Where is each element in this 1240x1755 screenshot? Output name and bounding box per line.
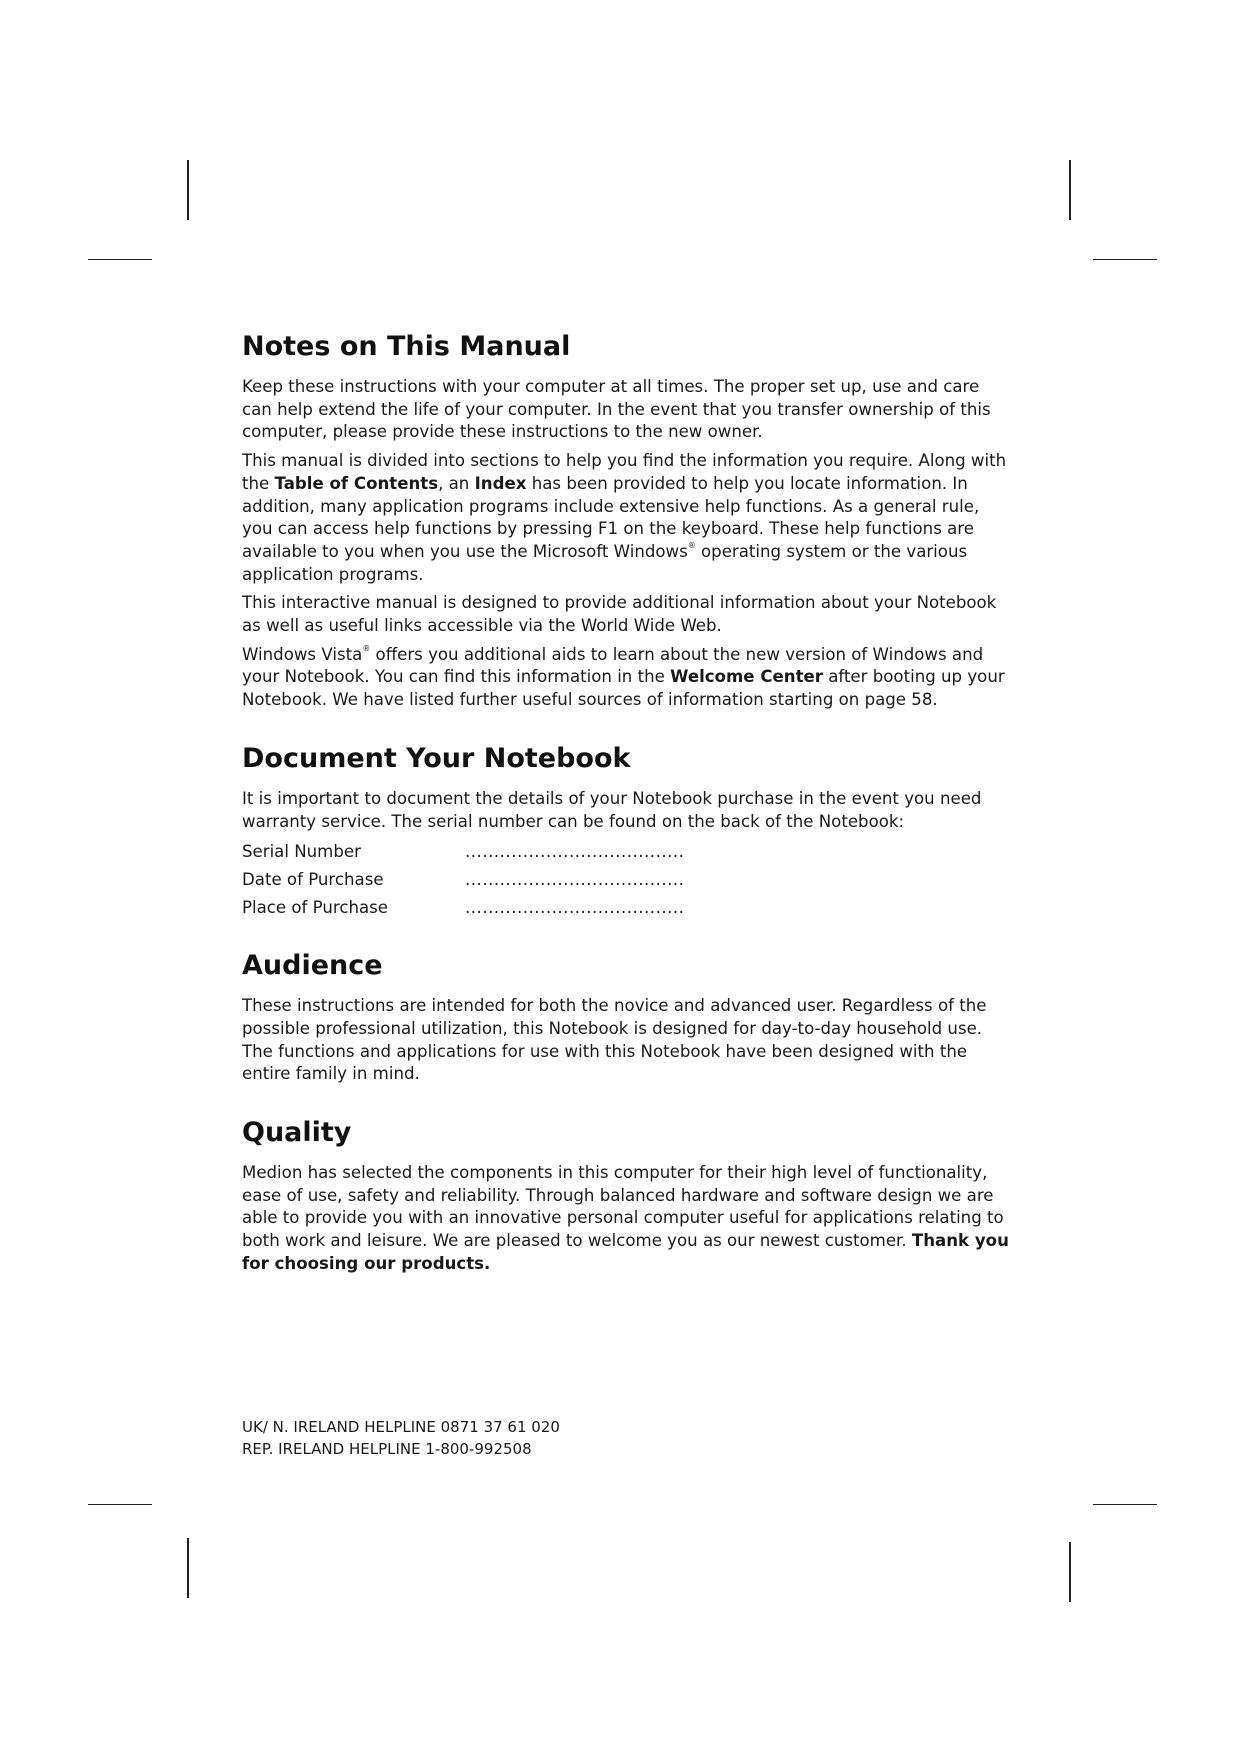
crop-mark-top-left-horizontal (88, 259, 152, 260)
crop-mark-bottom-left-horizontal (88, 1504, 152, 1505)
crop-mark-top-right-vertical (1069, 160, 1071, 220)
notes-paragraph-2: This manual is divided into sections to help you find the information you require. Along with the Table of Contents, an Index has been provided to help you locate information. In addition, many application programs include extensive help functions. As a general rule, you can access help functions by pressing F1 on the keyboard. These help functions are available to you when you use the Microsoft Windows® operating system or the various application programs. (242, 451, 1007, 584)
form-blank: ...................................... (465, 898, 685, 918)
welcome-center-ref: Welcome Center (670, 667, 823, 687)
audience-paragraph-1: These instructions are intended for both the novice and advanced user. Regardless of the possible professional utilization, this Notebook is designed for day-to-day household use. The functions and applications for use with this Notebook have been designed with the entire family in mind. (242, 996, 987, 1084)
section-quality (242, 1116, 1012, 1276)
manual-content (242, 330, 1012, 1306)
document-paragraph-1: It is important to document the details of your Notebook purchase in the event you need warranty service. The serial number can be found on the back of the Notebook: (242, 788, 982, 831)
crop-mark-bottom-left-vertical (187, 1538, 189, 1598)
helpline-info (242, 1416, 560, 1460)
section-notes (242, 330, 1012, 712)
heading-audience: Audience (242, 950, 383, 982)
heading-document: Document Your Notebook (242, 742, 631, 774)
heading-notes: Notes on This Manual (242, 331, 571, 362)
thank-you-text: Thank you for choosing our products. (242, 1231, 1009, 1273)
notes-paragraph-1: Keep these instructions with your computer at all times. The proper set up, use and care can help extend the life of your computer. In the event that you transfer ownership of this computer, please provide these instructions to the new owner. (242, 377, 991, 442)
notes-paragraph-4: Windows Vista® offers you additional aids to learn about the new version of Windows and your Notebook. You can find this information in the Welcome Center after booting up your Notebook. We have listed further useful sources of information starting on page 58. (242, 643, 1005, 710)
section-audience (242, 949, 1012, 1086)
index-ref: Index (474, 473, 527, 493)
form-row-place-of-purchase (242, 897, 1012, 919)
crop-mark-bottom-right-vertical (1069, 1542, 1071, 1602)
crop-mark-top-left-vertical (187, 160, 189, 220)
helpline-uk: UK/ N. IRELAND HELPLINE 0871 37 61 020 (242, 1418, 560, 1436)
quality-paragraph-1: Medion has selected the components in this computer for their high level of functionality, ease of use, safety and reliability. Through balanced hardware and software design we are able to provide you with an innovative personal computer useful for applications relating to both work and leisure. We are pleased to welcome you as our newest customer. Thank you for choosing our products. (242, 1163, 1009, 1273)
form-label: Place of Purchase (242, 898, 389, 918)
registered-mark: ® (687, 540, 696, 550)
notes-paragraph-3: This interactive manual is designed to provide additional information about your Notebook as well as useful links accessible via the World Wide Web. (242, 593, 997, 636)
crop-mark-bottom-right-horizontal (1093, 1504, 1157, 1505)
registered-mark: ® (362, 643, 371, 653)
crop-mark-top-right-horizontal (1093, 259, 1157, 260)
form-blank: ...................................... (465, 842, 685, 862)
section-document-notebook (242, 742, 1012, 919)
heading-quality: Quality (242, 1117, 352, 1149)
form-row-serial-number (242, 841, 1012, 863)
form-label: Date of Purchase (242, 870, 384, 890)
helpline-ireland: REP. IRELAND HELPLINE 1-800-992508 (242, 1440, 532, 1458)
table-of-contents-ref: Table of Contents (274, 473, 439, 493)
form-blank: ...................................... (465, 870, 685, 890)
form-row-date-of-purchase (242, 869, 1012, 891)
form-label: Serial Number (242, 842, 361, 862)
